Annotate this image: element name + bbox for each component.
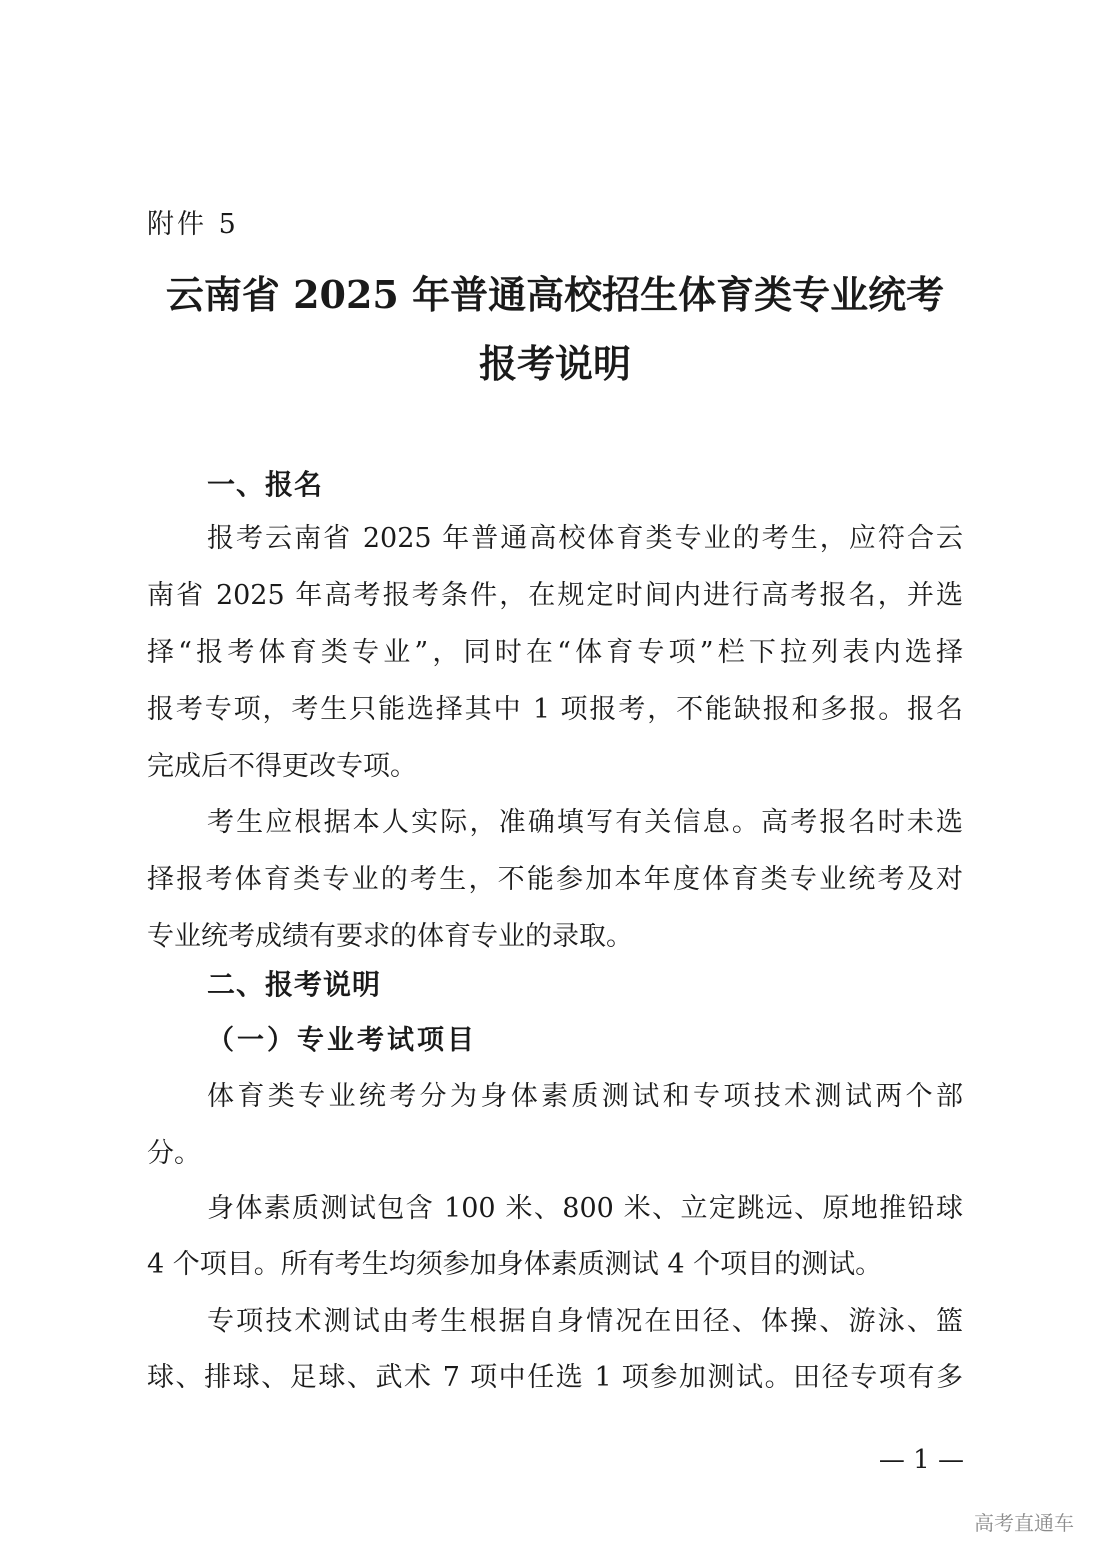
paragraph-line: 专项技术测试由考生根据自身情况在田径、体操、游泳、篮 (207, 1306, 963, 1337)
paragraph-line: 考生应根据本人实际，准确填写有关信息。高考报名时未选 (207, 807, 963, 838)
document-title-line2: 报考说明 (478, 341, 631, 386)
paragraph-line: 南省 2025 年高考报考条件，在规定时间内进行高考报名，并选 (147, 580, 963, 611)
paragraph-line: 球、排球、足球、武术 7 项中任选 1 项参加测试。田径专项有多 (147, 1362, 963, 1393)
paragraph-line: 身体素质测试包含 100 米、800 米、立定跳远、原地推铅球 (207, 1193, 963, 1224)
attachment-label: 附件 5 (147, 209, 239, 240)
page-number: — 1 — (878, 1445, 964, 1475)
paragraph-line: 体育类专业统考分为身体素质测试和专项技术测试两个部 (207, 1081, 963, 1112)
paragraph-line: 择报考体育类专业的考生，不能参加本年度体育类专业统考及对 (147, 864, 963, 895)
section-heading-registration: 一、报名 (207, 468, 324, 501)
document-title-line1: 云南省 2025 年普通高校招生体育类专业统考 (165, 272, 945, 317)
paragraph-line: 择“报考体育类专业”，同时在“体育专项”栏下拉列表内选择 (147, 637, 963, 668)
paragraph-line: 专业统考成绩有要求的体育专业的录取。 (147, 921, 633, 952)
paragraph-line: 报考专项，考生只能选择其中 1 项报考，不能缺报和多报。报名 (147, 694, 963, 725)
watermark: 高考直通车 (974, 1511, 1074, 1535)
subsection-heading: （一）专业考试项目 (207, 1025, 477, 1056)
paragraph-line: 报考云南省 2025 年普通高校体育类专业的考生，应符合云 (207, 523, 963, 554)
paragraph-line: 完成后不得更改专项。 (147, 751, 417, 782)
paragraph-line: 4 个项目。所有考生均须参加身体素质测试 4 个项目的测试。 (147, 1249, 883, 1280)
paragraph-line: 分。 (147, 1138, 201, 1169)
section-heading-instructions: 二、报考说明 (207, 968, 382, 1001)
